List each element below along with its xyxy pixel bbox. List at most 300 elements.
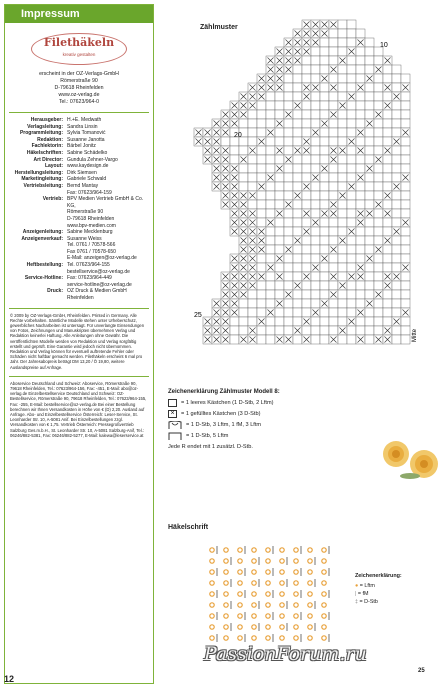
chart-cell (320, 83, 329, 92)
chart-cell (293, 209, 302, 218)
chart-cell (365, 263, 374, 272)
chart-cell (275, 317, 284, 326)
chart-cell (302, 56, 311, 65)
chart-cell (275, 308, 284, 317)
logo-main-text: Filethäkeln (43, 36, 115, 49)
crochet-title: Häkelschrift (168, 524, 209, 531)
chart-cell (266, 227, 275, 236)
chart-cell (347, 101, 356, 110)
chart-cell (383, 218, 392, 227)
chart-cell (293, 119, 302, 128)
chain-stitch (252, 559, 256, 563)
chart-cell (401, 182, 410, 191)
chart-cell (311, 182, 320, 191)
chain-stitch (252, 570, 256, 574)
chart-cell (392, 110, 401, 119)
publisher-address (5, 71, 153, 106)
chart-cell (392, 164, 401, 173)
chart-cell (311, 74, 320, 83)
chart-cell (338, 128, 347, 137)
chart-cell (338, 92, 347, 101)
chart-cell (347, 56, 356, 65)
credit-value: www.kaydesign.de (67, 163, 109, 170)
publisher-line: Römerstraße 90 (60, 78, 98, 84)
chart-cell (365, 65, 374, 74)
chain-stitch (322, 559, 326, 563)
key-text: = Lftm (359, 583, 375, 589)
credits-list (5, 117, 153, 302)
chart-cell (293, 164, 302, 173)
chart-cell (275, 92, 284, 101)
chart-cell (347, 20, 356, 29)
chart-cell (284, 272, 293, 281)
chart-cell (365, 38, 374, 47)
chart-cell (329, 164, 338, 173)
credit-role: Redaktion: (37, 136, 63, 143)
chart-cell (275, 218, 284, 227)
chain-stitch (294, 559, 298, 563)
chart-cell (347, 209, 356, 218)
chart-cell (302, 101, 311, 110)
chart-cell (302, 308, 311, 317)
chain-stitch (252, 625, 256, 629)
legend-item (168, 432, 388, 440)
chart-cell (347, 119, 356, 128)
chart-cell (374, 146, 383, 155)
chart-cell (365, 191, 374, 200)
chart-cell (374, 164, 383, 173)
key-text: = fM (357, 591, 369, 597)
chart-cell (311, 236, 320, 245)
chart-cell (329, 47, 338, 56)
chain-stitch (210, 603, 214, 607)
chart-cell (320, 92, 329, 101)
chart-cell (311, 335, 320, 344)
divider (9, 308, 149, 309)
key-item (355, 598, 402, 606)
chart-cell (365, 245, 374, 254)
chart-cell (311, 65, 320, 74)
chart-cell (293, 110, 302, 119)
chart-cell (401, 281, 410, 290)
chart-cell (338, 137, 347, 146)
chart-cell (383, 245, 392, 254)
chart-cell (275, 155, 284, 164)
chart-cell (320, 191, 329, 200)
chart-cell (329, 119, 338, 128)
chart-cell (338, 209, 347, 218)
chart-cell (275, 173, 284, 182)
chart-cell (257, 101, 266, 110)
credit-row (5, 216, 153, 223)
chart-cell (401, 227, 410, 236)
chart-cell (356, 29, 365, 38)
chain-stitch (224, 570, 228, 574)
chain-stitch (266, 570, 270, 574)
credit-row (5, 295, 153, 302)
chart-cell (275, 290, 284, 299)
chain-stitch (280, 625, 284, 629)
credit-row (5, 223, 153, 230)
legend-note: Jede R endet mit 1 zusätzl. D-Stb. (168, 444, 253, 450)
chart-cell (329, 326, 338, 335)
credit-row (5, 229, 153, 236)
credit-row (5, 150, 153, 157)
chart-cell (374, 83, 383, 92)
credit-role (5, 249, 67, 256)
chain-icon: ● (355, 583, 359, 589)
credit-value: Rheinfelden (67, 295, 94, 302)
chart-cell (338, 335, 347, 344)
chart-cell (293, 299, 302, 308)
chart-cell (266, 110, 275, 119)
chain-stitch (238, 548, 242, 552)
chart-cell (401, 92, 410, 101)
chart-cell (401, 155, 410, 164)
publisher-line: erscheint in der OZ-Verlags-GmbH (39, 71, 119, 77)
chart-cell (302, 299, 311, 308)
key-item (355, 590, 402, 598)
credit-value: H.+E. Medwath (67, 117, 102, 123)
chart-cell (275, 263, 284, 272)
impressum-title: Impressum (5, 5, 153, 23)
chart-cell (383, 65, 392, 74)
credit-value: D-79618 Rheinfelden (67, 215, 115, 222)
chart-cell (320, 65, 329, 74)
chart-cell (311, 56, 320, 65)
chart-cell (347, 173, 356, 182)
chart-cell (329, 38, 338, 47)
chart-cell (257, 191, 266, 200)
chart-cell (284, 281, 293, 290)
chart-cell (329, 254, 338, 263)
chart-cell (320, 137, 329, 146)
chart-cell (401, 209, 410, 218)
chain-stitch (210, 592, 214, 596)
credit-value: Sylvia Tomanović (67, 130, 106, 137)
chain-stitch (322, 581, 326, 585)
chart-cell (383, 164, 392, 173)
chart-cell (392, 218, 401, 227)
impressum-panel (4, 4, 154, 684)
chart-cell (302, 254, 311, 263)
chart-cell (383, 74, 392, 83)
legend-item (168, 410, 388, 418)
chart-cell (401, 146, 410, 155)
chart-cell (383, 110, 392, 119)
divider (9, 376, 149, 377)
chart-cell (257, 263, 266, 272)
chart-cell (347, 38, 356, 47)
chain-stitch (308, 592, 312, 596)
chain-stitch (294, 581, 298, 585)
chart-cell (347, 191, 356, 200)
chart-cell (266, 290, 275, 299)
chart-cell (239, 146, 248, 155)
chart-cell (347, 200, 356, 209)
chart-cell (401, 191, 410, 200)
credit-role (5, 216, 67, 223)
credit-row (5, 255, 153, 262)
credit-value: Römerstraße 90 (67, 209, 104, 216)
credit-row (5, 196, 153, 209)
chart-cell (311, 299, 320, 308)
chart-cell (320, 245, 329, 254)
chart-cell (284, 173, 293, 182)
chain-stitch (238, 581, 242, 585)
chart-cell (302, 218, 311, 227)
chart-cell (266, 272, 275, 281)
chart-cell (374, 236, 383, 245)
chart-cell (266, 254, 275, 263)
chart-cell (347, 110, 356, 119)
chart-cell (347, 263, 356, 272)
divider (9, 112, 149, 113)
credit-role: Herstellungsleitung: (14, 169, 63, 176)
chart-cell (356, 200, 365, 209)
credit-role: Druck: (47, 288, 63, 295)
credit-value: Bärbel Jonitz (67, 143, 96, 150)
chart-cell (293, 137, 302, 146)
chain-stitch (294, 570, 298, 574)
credit-role (5, 223, 67, 230)
chain-stitch (322, 548, 326, 552)
credit-value: Sabine Schädelko (67, 149, 108, 156)
credit-row (5, 176, 153, 183)
chart-cell (338, 155, 347, 164)
chart-cell (329, 263, 338, 272)
chain-stitch (210, 581, 214, 585)
chart-cell (365, 110, 374, 119)
chart-cell (392, 299, 401, 308)
chart-cell (365, 137, 374, 146)
double-crochet-icon: ‡ (355, 599, 358, 605)
chart-cell (275, 326, 284, 335)
chain-stitch (294, 548, 298, 552)
chart-cell (329, 281, 338, 290)
chain-stitch (280, 548, 284, 552)
chart-cell (392, 173, 401, 182)
credit-role: Art Director: (33, 156, 63, 163)
publisher-line: Tel.: 07623/964-0 (58, 99, 100, 105)
chart-cell (248, 182, 257, 191)
chart-cell (302, 263, 311, 272)
chart-cell (239, 182, 248, 191)
empty-square-icon (168, 399, 177, 407)
chain-stitch (210, 625, 214, 629)
chart-cell (356, 110, 365, 119)
chart-cell (383, 254, 392, 263)
chart-cell (248, 317, 257, 326)
credit-value: Sandra Linsin (67, 123, 98, 130)
credit-role (5, 190, 67, 197)
chart-cell (266, 209, 275, 218)
chart-cell (374, 119, 383, 128)
chart-cell (320, 335, 329, 344)
chart-cell (383, 155, 392, 164)
row-label: 20 (234, 132, 242, 139)
chart-cell (311, 47, 320, 56)
chain-stitch (294, 603, 298, 607)
chart-cell (239, 308, 248, 317)
chart-cell (347, 146, 356, 155)
credit-role (5, 255, 67, 262)
chart-cell (365, 218, 374, 227)
chart-cell (347, 164, 356, 173)
chart-cell (356, 47, 365, 56)
row-label: 25 (194, 312, 202, 319)
bar-icon (168, 432, 182, 440)
chart-cell (338, 47, 347, 56)
chart-cell (392, 191, 401, 200)
chart-cell (293, 227, 302, 236)
chart-cell (392, 200, 401, 209)
chain-stitch (252, 548, 256, 552)
chart-cell (302, 74, 311, 83)
chart-cell (401, 236, 410, 245)
chart-cell (275, 227, 284, 236)
chart-cell (383, 173, 392, 182)
chart-cell (356, 92, 365, 101)
chart-cell (320, 155, 329, 164)
chart-cell (338, 83, 347, 92)
chart-cell (284, 146, 293, 155)
chain-stitch (252, 581, 256, 585)
credit-value: Tel. 07623/964-155 (67, 262, 110, 269)
chart-cell (284, 83, 293, 92)
chart-cell (266, 137, 275, 146)
chart-cell (356, 74, 365, 83)
chart-cell (338, 20, 347, 29)
chart-cell (293, 308, 302, 317)
credit-row (5, 249, 153, 256)
chart-cell (338, 200, 347, 209)
credit-role (5, 269, 67, 276)
chart-cell (347, 218, 356, 227)
credit-value: Gabriele Schwald (67, 176, 107, 183)
chart-cell (302, 110, 311, 119)
chart-cell (275, 110, 284, 119)
chart-cell (401, 101, 410, 110)
chart-cell (392, 308, 401, 317)
chart-cell (293, 272, 302, 281)
chain-stitch (322, 570, 326, 574)
chain-stitch (280, 570, 284, 574)
credit-row (5, 183, 153, 190)
credit-role (5, 209, 67, 216)
chain-stitch (266, 592, 270, 596)
chart-cell (401, 110, 410, 119)
chart-cell (284, 128, 293, 137)
chart-cell (338, 272, 347, 281)
chart-cell (374, 308, 383, 317)
chart-cell (284, 209, 293, 218)
chart-cell (302, 290, 311, 299)
chain-stitch (210, 614, 214, 618)
chart-cell (374, 74, 383, 83)
chart-cell (311, 317, 320, 326)
chart-cell (329, 308, 338, 317)
credit-value: bestellservice@oz-verlag.de (67, 268, 130, 275)
chart-cell (266, 182, 275, 191)
chart-cell (347, 335, 356, 344)
chart-cell (374, 182, 383, 191)
chart-cell (338, 173, 347, 182)
chart-cell (293, 218, 302, 227)
chart-cell (365, 128, 374, 137)
chain-stitch (238, 625, 242, 629)
credit-role: Fachlektorin: (31, 143, 63, 150)
chart-cell (302, 119, 311, 128)
chart-cell (329, 92, 338, 101)
chart-cell (356, 65, 365, 74)
chart-cell (284, 326, 293, 335)
chart-cell (356, 227, 365, 236)
chart-cell (392, 83, 401, 92)
row-label: 10 (380, 42, 388, 49)
center-label: Mitte (412, 328, 418, 342)
credit-value: Gundula Zehner-Vargo (67, 156, 118, 163)
chart-cell (257, 281, 266, 290)
chart-cell (302, 326, 311, 335)
chart-cell (338, 29, 347, 38)
chart-cell (257, 128, 266, 137)
chart-cell (257, 200, 266, 209)
copyright-text: © 2009 by OZ-Verlags-GmbH, Rheinfelden. Printed in Germany. Alle Rechte vorbehalten. Sämtliche Modelle stehen unter Urheberschutz, gewerbliches Nacharbeiten ist untersagt. Für unverlangte Einsendungen von Fotos, Zeichnungen und Manuskripten übernehmen Verlag und Redaktion keinerlei Haftung. Alle Anleitungen ohne Gewähr. Die veröffentlichten Modelle werden von Redaktion und Verlag sorgfältig erstellt und geprüft. Eine Garantie wird jedoch nicht übernommen. Redaktion und Verlag können für eventuell auftretende Fehler oder Schäden nicht haftbar gemacht werden. Filethäkeln erscheint 6 mal pro Jahr. Der Jahresabopreis beträgt DM 13,20 / Ö 19,80, weitere Auslandspreise auf Anfrage. (10, 312, 145, 370)
publisher-line: D-79618 Rheinfelden (54, 85, 104, 91)
chart-cell (347, 290, 356, 299)
chart-cell (374, 227, 383, 236)
chain-stitch (308, 559, 312, 563)
chart-cell (383, 317, 392, 326)
chart-cell (374, 137, 383, 146)
credit-role: Heftbestellung: (26, 262, 63, 269)
chart-cell (401, 272, 410, 281)
chain-stitch (224, 548, 228, 552)
chain-stitch (294, 614, 298, 618)
credit-role: Anzeigenleitung: (22, 229, 63, 236)
chart-cell (257, 335, 266, 344)
credit-value: OZ Druck & Medien GmbH (67, 288, 127, 295)
chart-cell (383, 128, 392, 137)
right-page-number: 25 (418, 668, 425, 674)
chart-cell (320, 326, 329, 335)
chart-cell (320, 38, 329, 47)
chart-cell (338, 110, 347, 119)
chart-cell (338, 308, 347, 317)
chart-cell (293, 290, 302, 299)
chart-cell (311, 227, 320, 236)
credit-value: Susanne Janotta (67, 136, 105, 143)
chart-cell (248, 110, 257, 119)
chart-cell (347, 83, 356, 92)
chart-cell (320, 290, 329, 299)
chart-cell (284, 164, 293, 173)
credit-row (5, 282, 153, 289)
chart-cell (266, 335, 275, 344)
chain-stitch (224, 625, 228, 629)
chart-cell (257, 209, 266, 218)
chart-cell (284, 308, 293, 317)
chart-cell (257, 119, 266, 128)
chart-cell (293, 200, 302, 209)
credit-row (5, 130, 153, 137)
chart-cell (356, 236, 365, 245)
chart-cell (356, 182, 365, 191)
chart-cell (338, 119, 347, 128)
chart-cell (347, 65, 356, 74)
chart-cell (374, 281, 383, 290)
